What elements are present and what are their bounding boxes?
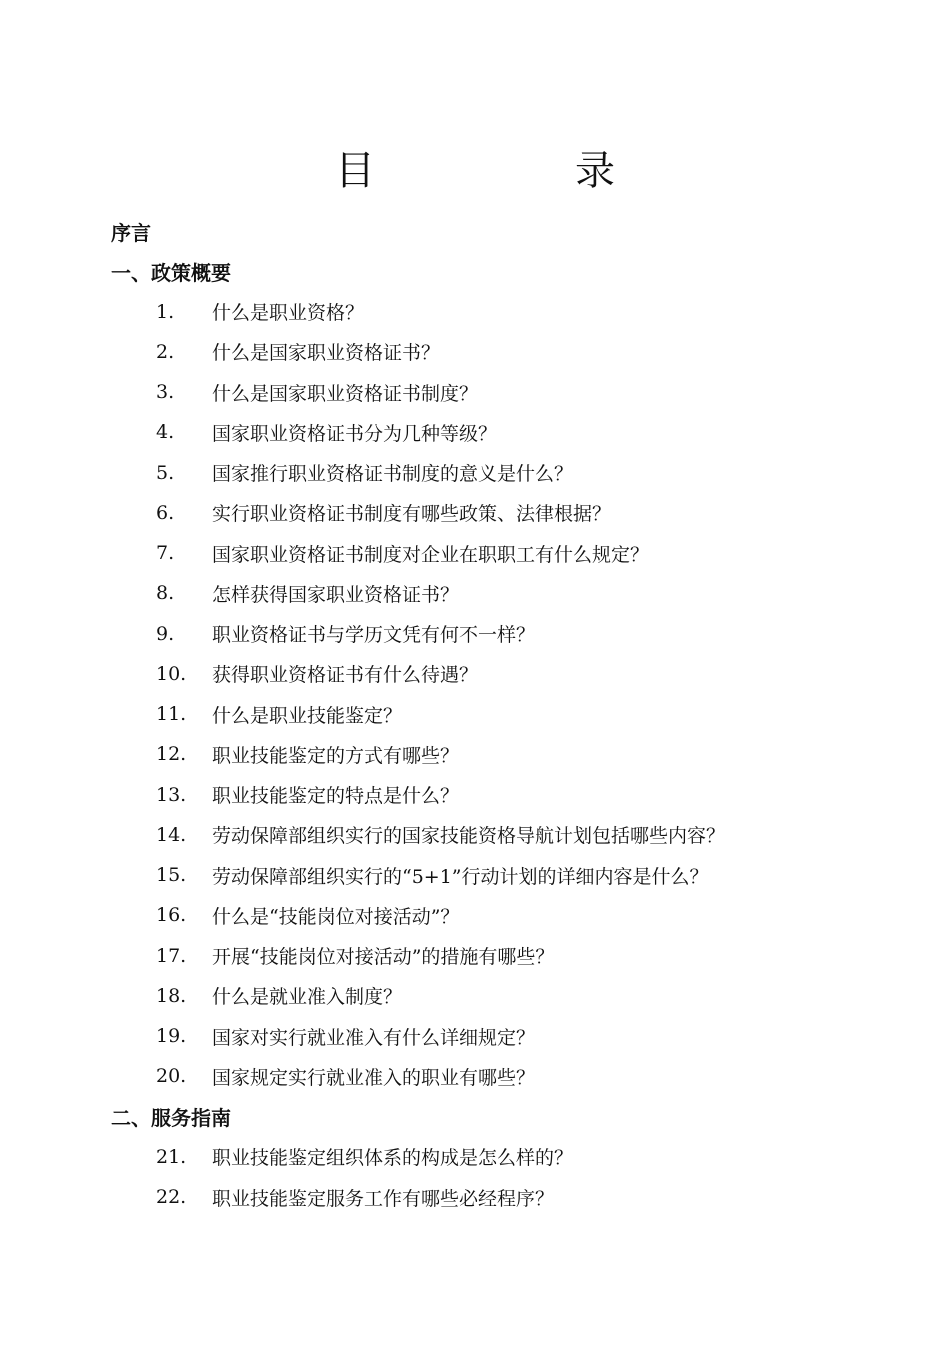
toc-item <box>111 533 911 573</box>
toc-item-text: 国家职业资格证书制度对企业在职职工有什么规定？ <box>212 543 650 566</box>
toc-item-text: 职业技能鉴定的特点是什么？ <box>212 785 460 808</box>
toc-item <box>111 855 911 895</box>
toc-item-number: 8. <box>156 582 175 605</box>
toc-item <box>111 412 911 452</box>
toc-item <box>111 815 911 855</box>
toc-item-number: 14. <box>156 823 187 846</box>
toc-item-text: 怎样获得国家职业资格证书？ <box>212 583 460 606</box>
toc-item <box>111 895 911 935</box>
toc-item-number: 2. <box>156 340 175 363</box>
table-of-contents <box>111 211 911 1217</box>
toc-item-text: 什么是职业技能鉴定？ <box>212 704 403 727</box>
toc-section-heading: 二、服务指南 <box>111 1106 231 1131</box>
toc-section-heading: 序言 <box>111 220 151 245</box>
toc-item-text: 劳动保障部组织实行的“5+1”行动计划的详细内容是什么？ <box>212 865 709 888</box>
toc-item-text: 职业技能鉴定服务工作有哪些必经程序？ <box>212 1187 555 1210</box>
toc-item-number: 9. <box>156 622 175 645</box>
toc-item-number: 19. <box>156 1025 187 1048</box>
toc-item <box>111 1137 911 1177</box>
toc-item-number: 15. <box>156 864 187 887</box>
toc-item-number: 5. <box>156 461 175 484</box>
toc-item-text: 什么是国家职业资格证书制度？ <box>212 382 479 405</box>
toc-item-text: 国家推行职业资格证书制度的意义是什么？ <box>212 463 574 486</box>
toc-item-text: 实行职业资格证书制度有哪些政策、法律根据？ <box>212 503 612 526</box>
toc-item-text: 国家规定实行就业准入的职业有哪些？ <box>212 1066 536 1089</box>
toc-item-number: 21. <box>156 1145 187 1168</box>
toc-item-text: 开展“技能岗位对接活动”的措施有哪些？ <box>212 946 555 969</box>
toc-item-number: 20. <box>156 1065 187 1088</box>
toc-item-text: 什么是国家职业资格证书？ <box>212 342 441 365</box>
toc-item-number: 11. <box>156 703 187 726</box>
toc-item <box>111 614 911 654</box>
toc-item-number: 3. <box>156 381 175 404</box>
page-title: 目 录 <box>335 148 695 194</box>
toc-section-heading: 一、政策概要 <box>111 260 231 285</box>
toc-item-text: 什么是“技能岗位对接活动”？ <box>212 905 460 928</box>
toc-item <box>111 493 911 533</box>
toc-item-number: 4. <box>156 421 175 444</box>
toc-item-text: 获得职业资格证书有什么待遇？ <box>212 664 479 687</box>
toc-item-number: 7. <box>156 542 175 565</box>
toc-item-text: 国家对实行就业准入有什么详细规定？ <box>212 1026 536 1049</box>
toc-item-number: 16. <box>156 904 187 927</box>
toc-item <box>111 292 911 332</box>
toc-item-number: 22. <box>156 1186 187 1209</box>
toc-item <box>111 734 911 774</box>
toc-item <box>111 1056 911 1096</box>
toc-item-text: 什么是职业资格？ <box>212 302 365 325</box>
toc-item-number: 10. <box>156 662 187 685</box>
toc-item-text: 职业技能鉴定的方式有哪些？ <box>212 744 460 767</box>
toc-item-number: 12. <box>156 743 187 766</box>
toc-item-number: 17. <box>156 944 187 967</box>
toc-item <box>111 453 911 493</box>
toc-item-text: 职业技能鉴定组织体系的构成是怎么样的？ <box>212 1147 574 1170</box>
toc-item <box>111 1016 911 1056</box>
toc-item <box>111 775 911 815</box>
toc-item <box>111 936 911 976</box>
toc-item-number: 18. <box>156 984 187 1007</box>
toc-item-number: 1. <box>156 300 175 323</box>
toc-item-text: 国家职业资格证书分为几种等级？ <box>212 422 498 445</box>
toc-item-number: 13. <box>156 783 187 806</box>
toc-item <box>111 654 911 694</box>
toc-item <box>111 332 911 372</box>
toc-item <box>111 1177 911 1217</box>
toc-item <box>111 694 911 734</box>
toc-item-number: 6. <box>156 501 175 524</box>
toc-item-text: 职业资格证书与学历文凭有何不一样？ <box>212 624 536 647</box>
toc-item-text: 劳动保障部组织实行的国家技能资格导航计划包括哪些内容？ <box>212 825 726 848</box>
toc-item <box>111 976 911 1016</box>
toc-item <box>111 372 911 412</box>
toc-item-text: 什么是就业准入制度？ <box>212 986 403 1009</box>
toc-item <box>111 573 911 613</box>
